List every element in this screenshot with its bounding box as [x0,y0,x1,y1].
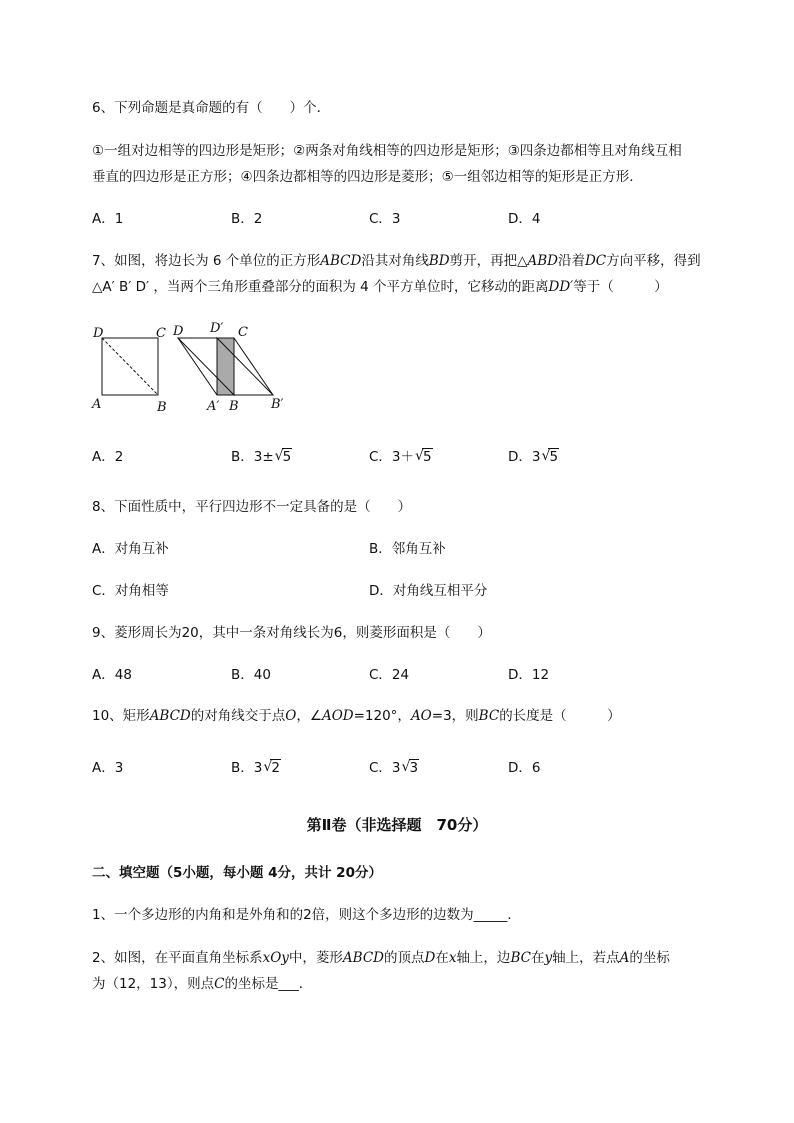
q7-option-c[interactable]: C．3＋ √ 5 [369,448,432,465]
q8-option-c[interactable]: C．对角相等 [92,583,169,599]
label-b2: B [229,399,239,414]
fill2-line2: 为（12，13），则点C的坐标是___． [92,976,313,992]
q7-stem-line2: △A′ B′ D′ ，当两个三角形重叠部分的面积为 4 个平方单位时，它移动的距离DD′等于（ ） [92,279,668,295]
segment-da [178,338,217,395]
q9-option-c[interactable]: C．24 [369,667,410,683]
sqrt-symbol: √ 5 [415,448,432,465]
q8-option-b[interactable]: B．邻角互补 [369,541,446,557]
label-d: D [93,326,104,341]
q6-option-c[interactable]: C．3 [369,211,401,227]
q7-option-b[interactable]: B．3± √ 5 [231,448,292,465]
q8-option-a[interactable]: A．对角互补 [92,541,169,557]
label-d2: D [173,324,184,339]
q7-stem-line1: 7、如图，将边长为 6 个单位的正方形ABCD沿其对角线BD剪开，再把△ABD沿着DC方向平移，得到 [92,253,701,269]
diagonal-bd [102,338,158,395]
label-dp: D′ [210,321,224,336]
q8-option-d[interactable]: D．对角线互相平分 [369,583,488,599]
fill1-text: 1、一个多边形的内角和是外角和的2倍，则这个多边形的边数为_____． [92,907,521,923]
q7-option-a[interactable]: A．2 [92,449,124,465]
label-bp: B′ [271,397,284,412]
q9-option-d[interactable]: D．12 [508,667,550,683]
q6-option-b[interactable]: B．2 [231,211,263,227]
q6-statements-line2: 垂直的四边形是正方形；④四条边都相等的四边形是菱形；⑤一组邻边相等的矩形是正方形． [92,169,643,185]
fill2-line1: 2、如图，在平面直角坐标系xOy中，菱形ABCD的顶点D在x轴上，边BC在y轴上，若点A的坐标 [92,950,670,966]
section2-title: 第Ⅱ卷（非选择题 70分） [306,816,488,834]
sqrt-symbol: √ 2 [263,759,280,776]
q10-option-c[interactable]: C．3 √ 3 [369,759,419,776]
q10-option-a[interactable]: A．3 [92,760,124,776]
q10-stem: 10、矩形ABCD的对角线交于点O，∠AOD=120°，AO=3，则BC的长度是（ ） [92,708,621,724]
q6-option-d[interactable]: D．4 [508,211,541,227]
label-ap: A′ [207,399,220,414]
sqrt-symbol: √ 5 [541,448,559,465]
sqrt-symbol: √ 5 [274,448,292,465]
q10-option-d[interactable]: D．6 [508,760,541,776]
label-c2: C [238,325,248,340]
q6-statements-line1: ①一组对边相等的四边形是矩形；②两条对角线相等的四边形是矩形；③四条边都相等且对角线互相 [92,143,682,159]
q7-figure [88,318,298,418]
q8-stem: 8、下面性质中，平行四边形不一定具备的是（ ） [92,499,412,515]
fill-in-heading: 二、填空题（5小题，每小题 4分，共计 20分） [92,865,382,881]
label-c: C [156,326,166,341]
q9-option-a[interactable]: A．48 [92,667,132,683]
segment-cbp [234,338,273,395]
q6-option-a[interactable]: A．1 [92,211,124,227]
label-b: B [157,400,167,415]
q9-option-b[interactable]: B．40 [231,667,271,683]
sqrt-symbol: √ 3 [401,759,419,776]
q10-option-b[interactable]: B．3 √ 2 [231,759,280,776]
q6-stem: 6、下列命题是真命题的有（ ）个． [92,100,331,116]
q9-stem: 9、菱形周长为20，其中一条对角线长为6，则菱形面积是（ ） [92,625,491,641]
label-a: A [92,397,102,412]
q7-option-d[interactable]: D．3 √ 5 [508,448,559,465]
